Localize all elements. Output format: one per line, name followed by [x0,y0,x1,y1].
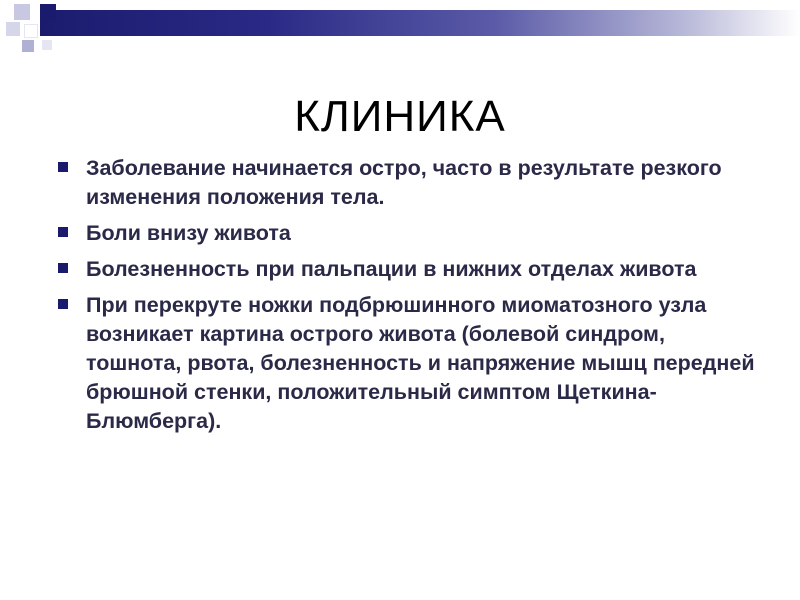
decorative-square [6,22,20,36]
bullet-item [58,291,758,436]
decorative-square [40,4,56,20]
bullet-item [58,255,758,284]
decorative-square [24,24,38,38]
square-bullet-icon [58,263,68,273]
bullet-item [58,219,758,248]
square-bullet-icon [58,227,68,237]
square-bullet-icon [58,299,68,309]
decorative-square [14,4,30,20]
decorative-square [42,40,52,50]
bullet-text: Боли внизу живота [86,221,291,245]
bullet-text: При перекруте ножки подбрюшинного миоматозного узла возникает картина острого живота (болевой синдром, тошнота, рвота, болезненность и напряжение мышц передней брюшной стенки, положительный симптом Щеткина-Блюмберга). [86,293,755,433]
header-gradient-band [40,10,800,36]
decorative-square [22,40,34,52]
bullet-text: Болезненность при пальпации в нижних отделах живота [86,257,697,281]
bullet-list [58,154,758,443]
slide-title: КЛИНИКА [294,92,506,141]
bullet-item [58,154,758,212]
square-bullet-icon [58,162,68,172]
bullet-text: Заболевание начинается остро, часто в результате резкого изменения положения тела. [86,156,722,209]
